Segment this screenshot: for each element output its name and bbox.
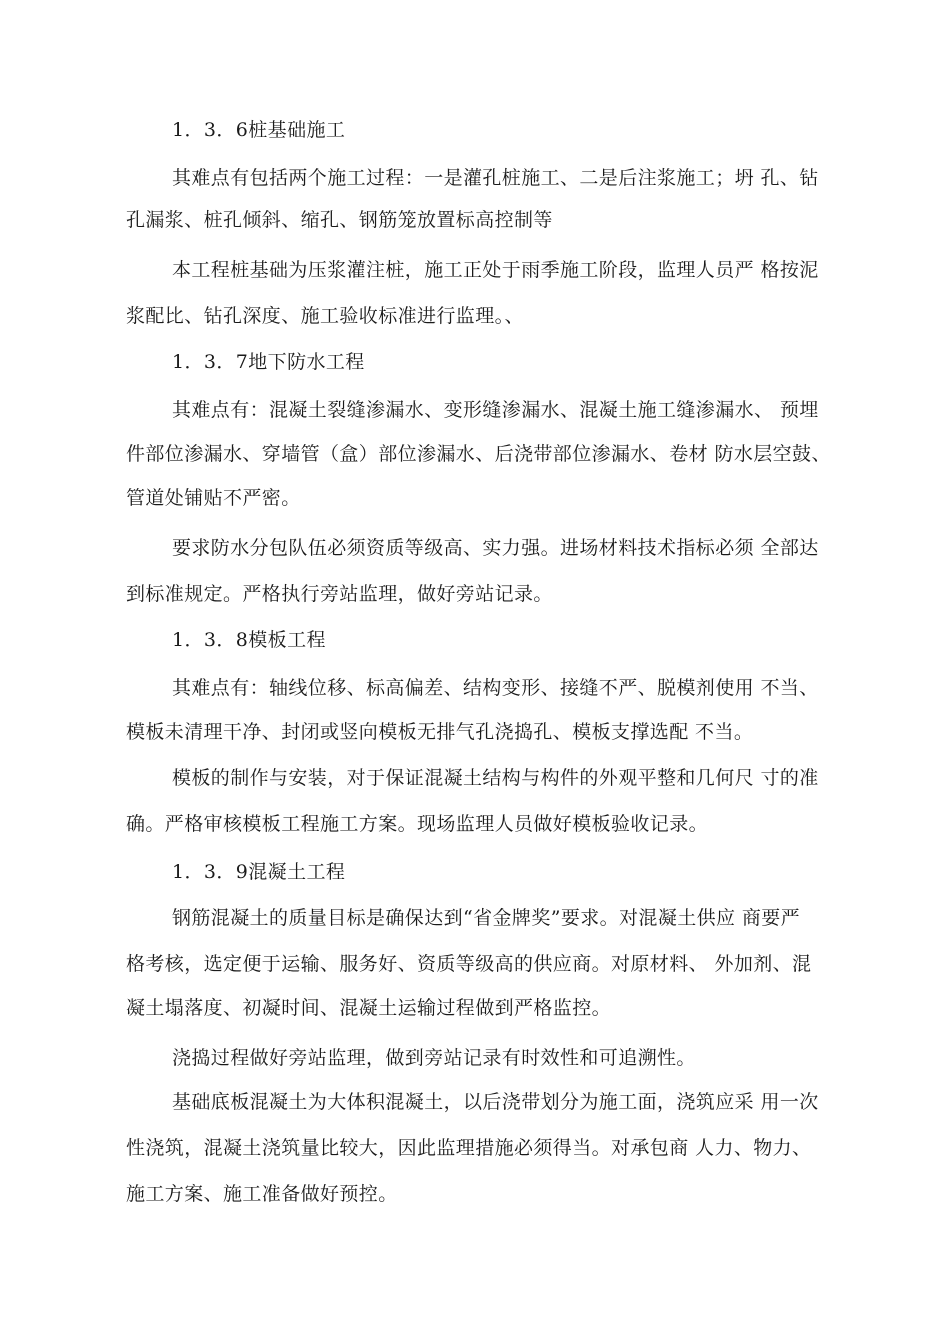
paragraph-line: 孔漏浆、桩孔倾斜、缩孔、钢筋笼放置标高控制等 bbox=[126, 209, 553, 231]
paragraph-line: 施工方案、施工准备做好预控。 bbox=[126, 1183, 398, 1205]
paragraph-line: 模板的制作与安装，对于保证混凝土结构与构件的外观平整和几何尺 寸的准 bbox=[172, 767, 819, 789]
section-heading: 1．3．8模板工程 bbox=[172, 629, 326, 651]
section-heading: 1．3．9混凝土工程 bbox=[172, 861, 346, 883]
paragraph-line: 确。严格审核模板工程施工方案。现场监理人员做好模板验收记录。 bbox=[126, 813, 709, 835]
paragraph-line: 件部位渗漏水、穿墙管（盒）部位渗漏水、后浇带部位渗漏水、卷材 防水层空鼓、 bbox=[126, 443, 831, 465]
section-heading: 1．3．7地下防水工程 bbox=[172, 351, 365, 373]
paragraph-line: 格考核，选定便于运输、服务好、资质等级高的供应商。对原材料、 外加剂、混 bbox=[126, 953, 812, 975]
section-heading: 1．3．6桩基础施工 bbox=[172, 119, 346, 141]
paragraph-line: 基础底板混凝土为大体积混凝土，以后浇带划分为施工面，浇筑应采 用一次 bbox=[172, 1091, 819, 1113]
paragraph-line: 浇捣过程做好旁站监理，做到旁站记录有时效性和可追溯性。 bbox=[172, 1047, 696, 1069]
paragraph-line: 其难点有：混凝土裂缝渗漏水、变形缝渗漏水、混凝土施工缝渗漏水、 预埋 bbox=[172, 399, 819, 421]
paragraph-line: 要求防水分包队伍必须资质等级高、实力强。进场材料技术指标必须 全部达 bbox=[172, 537, 819, 559]
paragraph-line: 模板未清理干净、封闭或竖向模板无排气孔浇捣孔、模板支撑选配 不当。 bbox=[126, 721, 754, 743]
paragraph-line: 管道处铺贴不严密。 bbox=[126, 487, 301, 509]
paragraph-line: 浆配比、钻孔深度、施工验收标准进行监理。、 bbox=[126, 305, 524, 327]
paragraph-line: 凝土塌落度、初凝时间、混凝土运输过程做到严格监控。 bbox=[126, 997, 612, 1019]
paragraph-line: 其难点有包括两个施工过程：一是灌孔桩施工、二是后注浆施工；坍 孔、钻 bbox=[172, 167, 819, 189]
paragraph-line: 到标准规定。严格执行旁站监理，做好旁站记录。 bbox=[126, 583, 553, 605]
paragraph-line: 其难点有：轴线位移、标高偏差、结构变形、接缝不严、脱模剂使用 不当、 bbox=[172, 677, 819, 699]
paragraph-line: 性浇筑，混凝土浇筑量比较大，因此监理措施必须得当。对承包商 人力、物力、 bbox=[126, 1137, 812, 1159]
paragraph-line: 本工程桩基础为压浆灌注桩，施工正处于雨季施工阶段，监理人员严 格按泥 bbox=[172, 259, 819, 281]
paragraph-line: 钢筋混凝土的质量目标是确保达到“省金牌奖”要求。对混凝土供应 商要严 bbox=[172, 907, 801, 929]
